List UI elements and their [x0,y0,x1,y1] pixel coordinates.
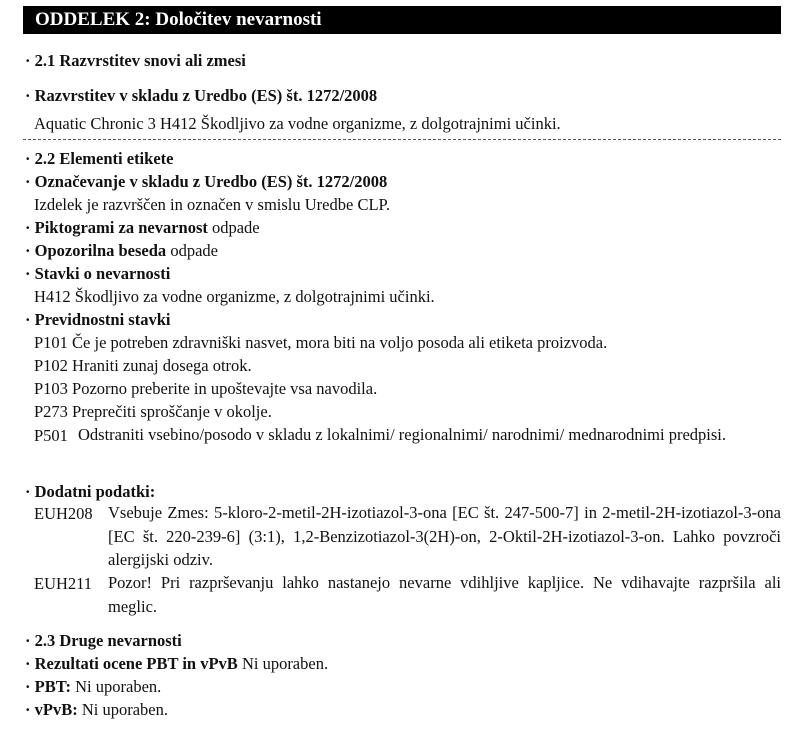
euh208-text: Vsebuje Zmes: 5-kloro-2-metil-2H-izotiazol-3-ona [EC št. 247-500-7] in 2-metil-2H-izotiazol-3-ona [EC št. 220-239-6] (3:1), 1,2-Benzizotiazol-3(2H)-on, 2-Oktil-2H-izotiazol-3-on. Lahko povzroči alergijski odziv. [108,503,781,569]
heading-additional-info: · Dodatni podatki: [25,482,156,501]
pictograms-value: odpade [207,218,260,237]
section-title-bar: ODDELEK 2: Določitev nevarnosti [23,6,781,34]
vpvb-row [25,700,168,720]
pbt-label: · PBT: [25,677,71,696]
heading-labelling: · Označevanje v skladu z Uredbo (ES) št. 1272/2008 [25,172,388,191]
pbt-row [25,677,161,697]
precaution-p273: P273 Preprečiti sproščanje v okolje. [34,402,272,421]
clp-classification-text: Aquatic Chronic 3 H412 Škodljivo za vodne organizme, z dolgotrajnimi učinki. [34,114,561,133]
heading-hazard-statements: · Stavki o nevarnosti [25,264,171,283]
precaution-p501-code: P501 [34,426,68,445]
vpvb-label: · vPvB: [25,700,78,719]
precaution-p103: P103 Pozorno preberite in upoštevajte vsa navodila. [34,379,378,398]
pictograms-row [25,218,260,238]
precaution-p101: P101 Če je potreben zdravniški nasvet, mora biti na voljo posoda ali etiketa proizvoda. [34,333,608,352]
pbt-assessment-label: · Rezultati ocene PBT in vPvB [25,654,238,673]
pbt-assessment-value: Ni uporaben. [237,654,329,673]
euh211-code: EUH211 [34,574,93,593]
heading-2-1: · 2.1 Razvrstitev snovi ali zmesi [25,51,246,70]
hazard-statement: H412 Škodljivo za vodne organizme, z dolgotrajnimi učinki. [34,287,435,306]
signal-word-value: odpade [166,241,218,260]
pictograms-label: · Piktogrami za nevarnost [25,218,208,237]
heading-precautionary: · Previdnostni stavki [25,310,171,329]
euh211-text: Pozor! Pri razprševanju lahko nastanejo nevarne vdihljive kapljice. Ne vdihavajte razpršila ali meglic. [108,573,781,616]
pbt-value: Ni uporaben. [71,677,162,696]
section-divider [23,139,781,140]
vpvb-value: Ni uporaben. [77,700,168,719]
heading-clp-classification: · Razvrstitev v skladu z Uredbo (ES) št. 1272/2008 [25,86,378,105]
precaution-p501-text: Odstraniti vsebino/posodo v skladu z lokalnimi/ regionalnimi/ narodnimi/ mednarodnimi predpisi. [78,425,726,444]
heading-2-3: · 2.3 Druge nevarnosti [25,631,182,650]
pbt-assessment-row [25,654,328,674]
signal-word-label: · Opozorilna beseda [25,241,167,260]
heading-2-2: · 2.2 Elementi etikete [25,149,174,168]
euh208-code: EUH208 [34,504,93,523]
precaution-p102: P102 Hraniti zunaj dosega otrok. [34,356,252,375]
labelling-text: Izdelek je razvrščen in označen v smislu Uredbe CLP. [34,195,390,214]
signal-word-row [25,241,218,261]
